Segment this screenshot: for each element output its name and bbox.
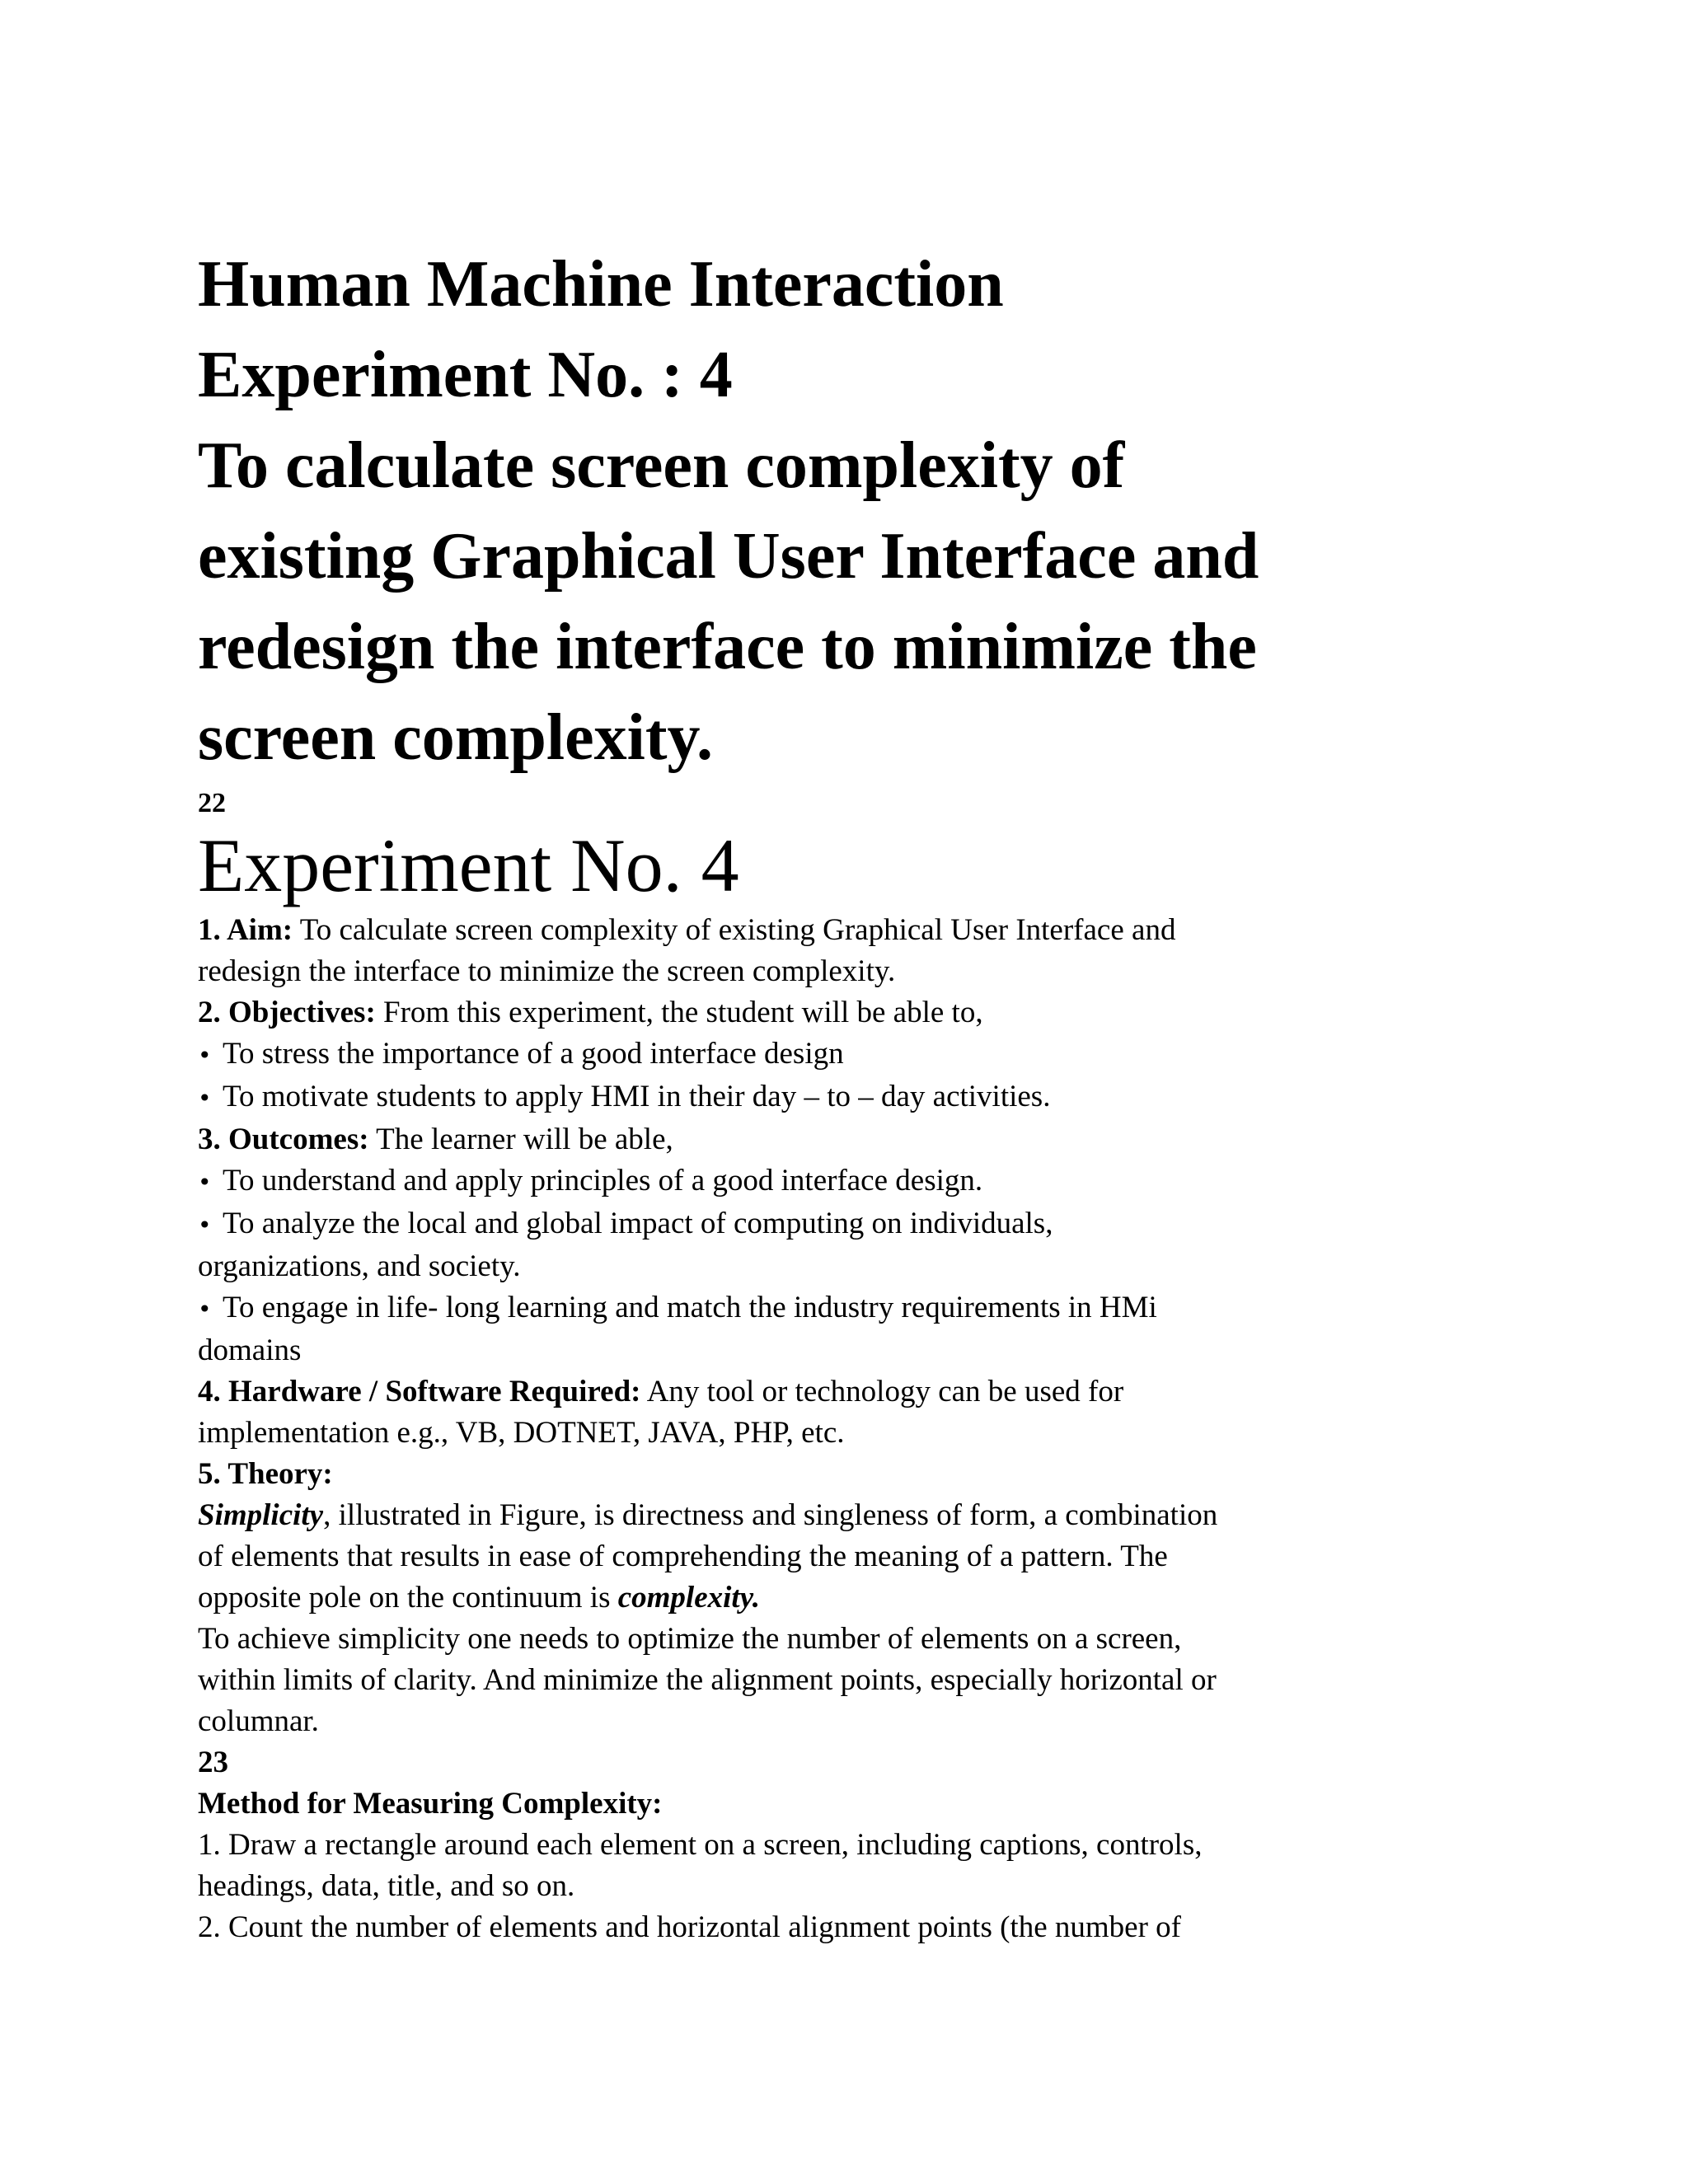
- outcomes-label: 3. Outcomes:: [198, 1122, 369, 1156]
- aim-text: To calculate screen complexity of existing Graphical User Interface and: [299, 913, 1176, 947]
- theory-text-line: within limits of clarity. And minimize the alignment points, especially horizontal or: [198, 1663, 1217, 1697]
- method-step-continuation: headings, data, title, and so on.: [198, 1869, 575, 1903]
- document-title: [198, 239, 1599, 783]
- hardware-text: Any tool or technology can be used for: [646, 1375, 1124, 1408]
- hardware-label: 4. Hardware / Software Required:: [198, 1375, 641, 1408]
- aim-label: 1. Aim:: [198, 913, 293, 947]
- list-item: [198, 1160, 1599, 1203]
- title-line: Experiment No. : 4: [198, 339, 733, 411]
- complexity-term: complexity.: [617, 1581, 760, 1615]
- aim-paragraph: [198, 910, 1599, 951]
- bullet-icon: •: [198, 1169, 212, 1196]
- list-item: [198, 1287, 1599, 1330]
- theory-paragraph: [198, 1495, 1599, 1536]
- theory-text-line: [198, 1577, 1599, 1619]
- outcomes-paragraph: [198, 1119, 1599, 1160]
- title-line: redesign the interface to minimize the: [198, 611, 1257, 683]
- list-item-text: To engage in life- long learning and match the industry requirements in HMi: [223, 1291, 1157, 1324]
- list-item: [198, 1033, 1599, 1076]
- list-item-continuation: domains: [198, 1333, 302, 1367]
- hardware-paragraph: [198, 1371, 1599, 1413]
- bullet-icon: •: [198, 1085, 212, 1112]
- title-line: Human Machine Interaction: [198, 248, 1004, 321]
- experiment-heading: Experiment No. 4: [198, 823, 739, 907]
- list-item-continuation: organizations, and society.: [198, 1249, 521, 1283]
- theory-label: 5. Theory:: [198, 1457, 333, 1491]
- objectives-paragraph: [198, 992, 1599, 1033]
- hardware-text-line: implementation e.g., VB, DOTNET, JAVA, PHP, etc.: [198, 1416, 845, 1450]
- method-step: 2. Count the number of elements and horizontal alignment points (the number of: [198, 1910, 1181, 1944]
- outcomes-text: The learner will be able,: [376, 1122, 673, 1156]
- objectives-text: From this experiment, the student will be able to,: [383, 996, 983, 1029]
- list-item: [198, 1076, 1599, 1119]
- simplicity-term: Simplicity: [198, 1498, 324, 1532]
- list-item-text: To motivate students to apply HMI in their day – to – day activities.: [223, 1080, 1051, 1113]
- theory-text-line: To achieve simplicity one needs to optimize the number of elements on a screen,: [198, 1622, 1182, 1656]
- page-number: 22: [198, 788, 226, 818]
- method-step: 1. Draw a rectangle around each element on a screen, including captions, controls,: [198, 1828, 1203, 1862]
- title-line: existing Graphical User Interface and: [198, 520, 1259, 593]
- theory-text-line: columnar.: [198, 1704, 319, 1738]
- theory-text: opposite pole on the continuum is: [198, 1581, 618, 1615]
- page-number: 23: [198, 1746, 228, 1779]
- list-item-text: To understand and apply principles of a good interface design.: [223, 1164, 983, 1197]
- bullet-icon: •: [198, 1042, 212, 1069]
- document-page: [198, 239, 1599, 1948]
- list-item-text: To analyze the local and global impact of computing on individuals,: [223, 1207, 1053, 1240]
- theory-text: , illustrated in Figure, is directness and singleness of form, a combination: [323, 1498, 1218, 1532]
- aim-text-line: redesign the interface to minimize the screen complexity.: [198, 954, 896, 988]
- bullet-icon: •: [198, 1296, 212, 1323]
- objectives-label: 2. Objectives:: [198, 996, 376, 1029]
- theory-text-line: of elements that results in ease of comprehending the meaning of a pattern. The: [198, 1540, 1168, 1573]
- bullet-icon: •: [198, 1212, 212, 1239]
- title-line: To calculate screen complexity of: [198, 429, 1125, 502]
- list-item: [198, 1203, 1599, 1246]
- title-line: screen complexity.: [198, 701, 714, 774]
- method-heading: Method for Measuring Complexity:: [198, 1787, 663, 1821]
- list-item-text: To stress the importance of a good interface design: [223, 1037, 844, 1071]
